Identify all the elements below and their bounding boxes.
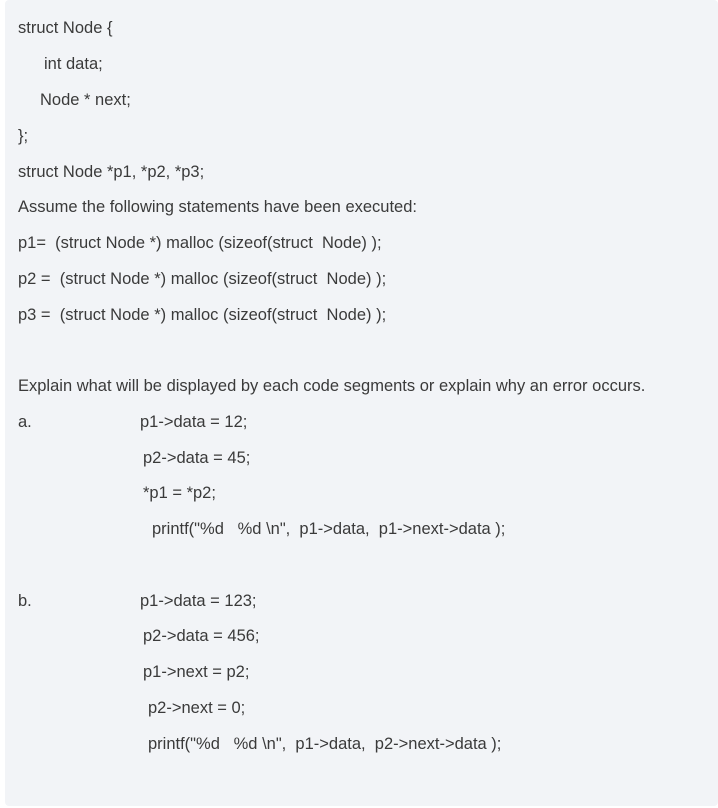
struct-open-line: struct Node { — [18, 19, 113, 37]
question-prompt: Explain what will be displayed by each code segments or explain why an error occurs. — [18, 377, 646, 395]
alloc-p2-line: p2 = (struct Node *) malloc (sizeof(struct Node) ); — [18, 270, 387, 288]
part-a-label: a. — [18, 413, 32, 431]
part-a-code-line: p1->data = 12; — [140, 413, 248, 431]
part-b-code-line: p1->next = p2; — [143, 663, 250, 681]
alloc-p1-line: p1= (struct Node *) malloc (sizeof(struct Node) ); — [18, 234, 382, 252]
struct-close-line: }; — [18, 127, 29, 145]
part-a-code-line: *p1 = *p2; — [143, 484, 216, 502]
part-b-code-line: p2->data = 456; — [143, 627, 260, 645]
part-a-code-line: p2->data = 45; — [143, 449, 251, 467]
part-b-label: b. — [18, 592, 32, 610]
alloc-p3-line: p3 = (struct Node *) malloc (sizeof(struct Node) ); — [18, 306, 387, 324]
pointer-declaration-line: struct Node *p1, *p2, *p3; — [18, 163, 205, 181]
field-data-line: int data; — [44, 55, 103, 73]
part-b-code-line: printf("%d %d \n", p1->data, p2->next->data ); — [148, 735, 502, 753]
content-panel — [5, 0, 718, 806]
setup-intro-line: Assume the following statements have been executed: — [18, 198, 417, 216]
part-a-code-line: printf("%d %d \n", p1->data, p1->next->data ); — [152, 520, 506, 538]
field-next-line: Node * next; — [40, 91, 131, 109]
part-b-code-line: p1->data = 123; — [140, 592, 257, 610]
part-b-code-line: p2->next = 0; — [148, 699, 246, 717]
